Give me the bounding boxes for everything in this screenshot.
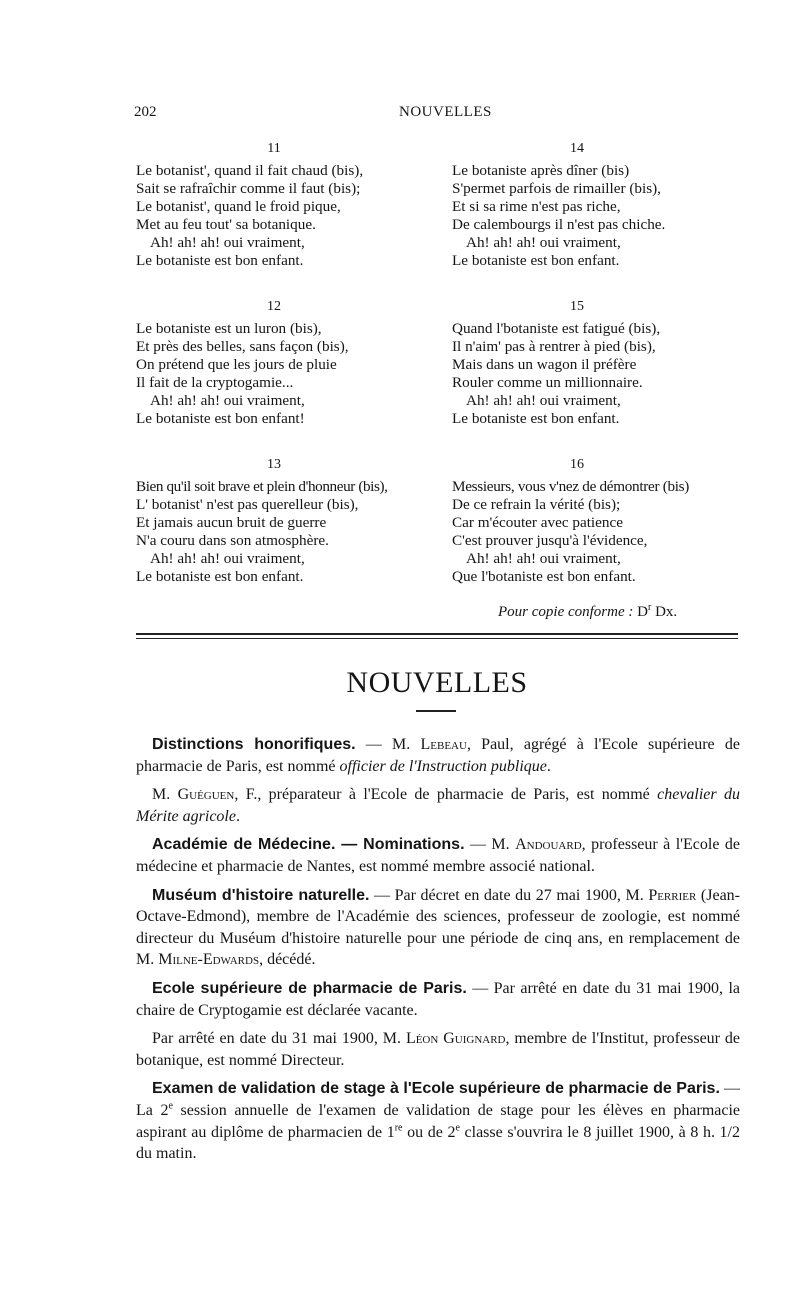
verse-line: L' botanist' n'est pas querelleur (bis), <box>136 496 359 513</box>
double-rule-top <box>136 633 738 635</box>
news-heading: Académie de Médecine. — Nominations. <box>152 836 465 854</box>
signature <box>498 604 677 621</box>
news-paragraph <box>136 1028 740 1071</box>
person-name: Andouard <box>515 836 582 854</box>
verse-line: Ah! ah! ah! oui vraiment, <box>150 550 305 567</box>
verse-line: N'a couru dans son atmosphère. <box>136 532 329 549</box>
verse-line: C'est prouver jusqu'à l'évidence, <box>452 532 648 549</box>
person-name: Milne-Edwards <box>158 951 260 969</box>
person-name: Guéguen <box>177 786 235 804</box>
verse-line: Car m'écouter avec patience <box>452 514 623 531</box>
verse-line: Met au feu tout' sa botanique. <box>136 216 316 233</box>
verse-line: Et jamais aucun bruit de guerre <box>136 514 327 531</box>
verse-line: Le botaniste après dîner (bis) <box>452 162 630 179</box>
stanza-number: 13 <box>267 457 281 472</box>
stanza-12 <box>136 298 426 428</box>
verse-line: Quand l'botaniste est fatigué (bis), <box>452 320 661 337</box>
verse-line: Mais dans un wagon il préfère <box>452 356 637 373</box>
news-text: ou de 2 <box>402 1123 456 1141</box>
verse-line: S'permet parfois de rimailler (bis), <box>452 180 661 197</box>
stanza-number: 16 <box>570 457 584 472</box>
signature-name-suffix: Dx. <box>651 604 678 620</box>
person-name: Lebeau <box>420 736 467 753</box>
stanza-number: 14 <box>570 141 584 156</box>
page-number: 202 <box>134 104 157 120</box>
verse-line: Il n'aim' pas à rentrer à pied (bis), <box>452 338 656 355</box>
superscript: e <box>168 1100 173 1112</box>
verse-line: Messieurs, vous v'nez de démontrer (bis) <box>452 478 690 495</box>
verse-line: Et si sa rime n'est pas riche, <box>452 198 621 215</box>
news-text: session annuelle de l'examen de validation de stage pour les élèves en pharmacie aspirant au diplôme de pharmacien de 1 <box>136 1101 741 1141</box>
signature-name-prefix: D <box>637 604 648 620</box>
stanza-number: 11 <box>267 141 281 156</box>
section-title: NOUVELLES <box>346 666 528 699</box>
verse-line: Bien qu'il soit brave et plein d'honneur (bis), <box>136 478 388 495</box>
verse-line: Le botaniste est bon enfant. <box>136 568 304 585</box>
news-italic: chevalier du Mérite agricole <box>136 786 740 825</box>
verse-line: De calembourgs il n'est pas chiche. <box>452 216 666 233</box>
news-text: . <box>546 757 551 775</box>
news-heading: Distinctions honorifiques. <box>152 736 356 753</box>
news-italic: officier de l'Instruction publique <box>339 757 547 775</box>
verse-line: Le botaniste est bon enfant! <box>136 410 305 427</box>
news-text: classe s'ouvrira le 8 juillet 1900, à 8 h. 1/2 du matin. <box>136 1123 741 1163</box>
news-paragraph <box>136 784 740 827</box>
double-rule-bottom <box>136 638 738 639</box>
verse-line: Ah! ah! ah! oui vraiment, <box>466 234 621 251</box>
superscript: e <box>455 1122 460 1134</box>
signature-label: Pour copie conforme : <box>498 604 634 620</box>
news-text: — Par arrêté en date du 31 mai 1900, la chaire de Cryptogamie est déclarée vacante. <box>136 979 740 1019</box>
news-text: , F., préparateur à l'Ecole de pharmacie de Paris, est nommé <box>234 786 658 804</box>
news-text: M. <box>152 786 178 804</box>
superscript: re <box>394 1122 403 1134</box>
news-text: — M. <box>464 836 516 854</box>
verse-line: Ah! ah! ah! oui vraiment, <box>466 550 621 567</box>
news-paragraph <box>136 734 740 777</box>
verse-line: Le botaniste est bon enfant. <box>452 410 620 427</box>
stanza-number: 12 <box>267 299 281 314</box>
stanza-number: 15 <box>570 299 584 314</box>
news-text: , membre de l'Institut, professeur de botanique, est nommé Directeur. <box>136 1030 741 1069</box>
news-paragraph <box>136 978 740 1021</box>
news-paragraph <box>136 885 740 971</box>
verse-line: Que l'botaniste est bon enfant. <box>452 568 636 585</box>
stanza-16 <box>452 456 738 586</box>
verse-line: De ce refrain la vérité (bis); <box>452 496 621 513</box>
news-text: (Jean-Octave-Edmond), membre de l'Académie des sciences, professeur de zoologie, est nommé directeur du Muséum d'histoire naturelle pour une période de cinq ans, en remplacement de M. <box>136 886 741 969</box>
stanza-11 <box>136 140 426 270</box>
news-text: — La 2 <box>136 1080 741 1119</box>
running-title: NOUVELLES <box>399 104 492 120</box>
verse-line: Le botaniste est bon enfant. <box>452 252 620 269</box>
verse-line: On prétend que les jours de pluie <box>136 356 337 373</box>
news-heading: Ecole supérieure de pharmacie de Paris. <box>152 979 467 997</box>
news-text: . <box>235 807 240 825</box>
running-header <box>134 104 734 126</box>
news-text: — Par décret en date du 27 mai 1900, M. <box>369 886 649 904</box>
verse-line: Ah! ah! ah! oui vraiment, <box>150 234 305 251</box>
verse-line: Il fait de la cryptogamie... <box>136 374 294 391</box>
stanza-15 <box>452 298 738 428</box>
person-name: Perrier <box>648 886 697 904</box>
signature-name-sup: r <box>647 602 652 613</box>
verse-line: Le botanist', quand le froid pique, <box>136 198 341 215</box>
news-body <box>136 734 740 1172</box>
news-paragraph <box>136 834 740 877</box>
news-text: , professeur à l'Ecole de médecine et pharmacie de Nantes, est nommé membre associé national. <box>136 836 741 875</box>
verse-line: Ah! ah! ah! oui vraiment, <box>150 392 305 409</box>
news-text: , décédé. <box>259 951 316 969</box>
news-heading: Examen de validation de stage à l'Ecole supérieure de pharmacie de Paris. <box>152 1080 720 1098</box>
verse-line: Sait se rafraîchir comme il faut (bis); <box>136 180 361 197</box>
section-title-rule <box>416 710 456 712</box>
verse-line: Et près des belles, sans façon (bis), <box>136 338 349 355</box>
stanza-14 <box>452 140 738 270</box>
verse-line: Le botaniste est bon enfant. <box>136 252 304 269</box>
stanza-13 <box>136 456 426 586</box>
verse-line: Le botanist', quand il fait chaud (bis), <box>136 162 364 179</box>
verse-line: Rouler comme un millionnaire. <box>452 374 643 391</box>
verse-line: Le botaniste est un luron (bis), <box>136 320 322 337</box>
news-text: , Paul, agrégé à l'Ecole supérieure de pharmacie de Paris, est nommé <box>136 736 740 775</box>
news-text: — M. <box>355 736 421 753</box>
news-text: Par arrêté en date du 31 mai 1900, M. <box>152 1030 406 1048</box>
verse-line: Ah! ah! ah! oui vraiment, <box>466 392 621 409</box>
news-heading: Muséum d'histoire naturelle. <box>152 886 370 904</box>
person-name: Léon Guignard <box>405 1030 506 1048</box>
news-paragraph <box>136 1078 740 1164</box>
